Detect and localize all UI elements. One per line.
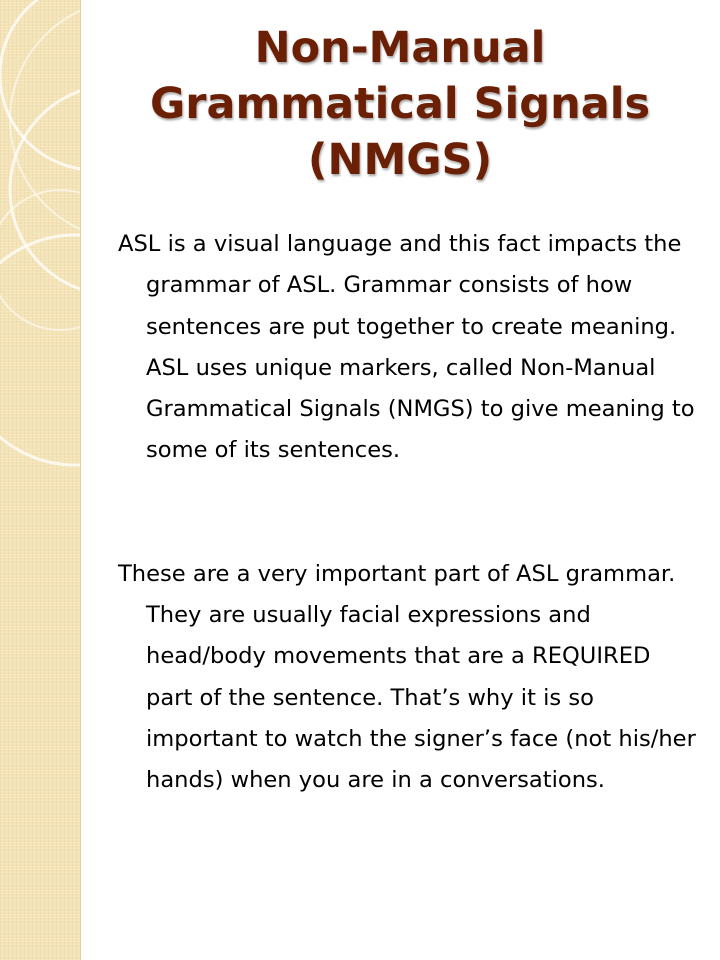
body-paragraph: ASL is a visual language and this fact impacts the grammar of ASL. Grammar consists of how sentences are put together to create meaning. ASL uses unique markers, called Non-Manual Grammatical Signals (NMGS) to give meaning to some of its sentences. — [118, 231, 695, 464]
decorative-side-band — [0, 0, 81, 960]
swirl-ornament-icon — [0, 0, 80, 960]
slide-body — [118, 224, 698, 802]
title-line: (NMGS) — [307, 135, 493, 185]
paragraph-spacer — [118, 472, 698, 554]
body-paragraph: These are a very important part of ASL grammar. They are usually facial expressions and head/body movements that are a REQUIRED part of the sentence. That’s why it is so important to watch the signer’s face (not his/her hands) when you are in a conversations. — [118, 560, 696, 794]
title-line: Non-Manual — [254, 23, 546, 73]
slide-title — [100, 20, 700, 188]
title-line: Grammatical Signals — [149, 79, 651, 129]
